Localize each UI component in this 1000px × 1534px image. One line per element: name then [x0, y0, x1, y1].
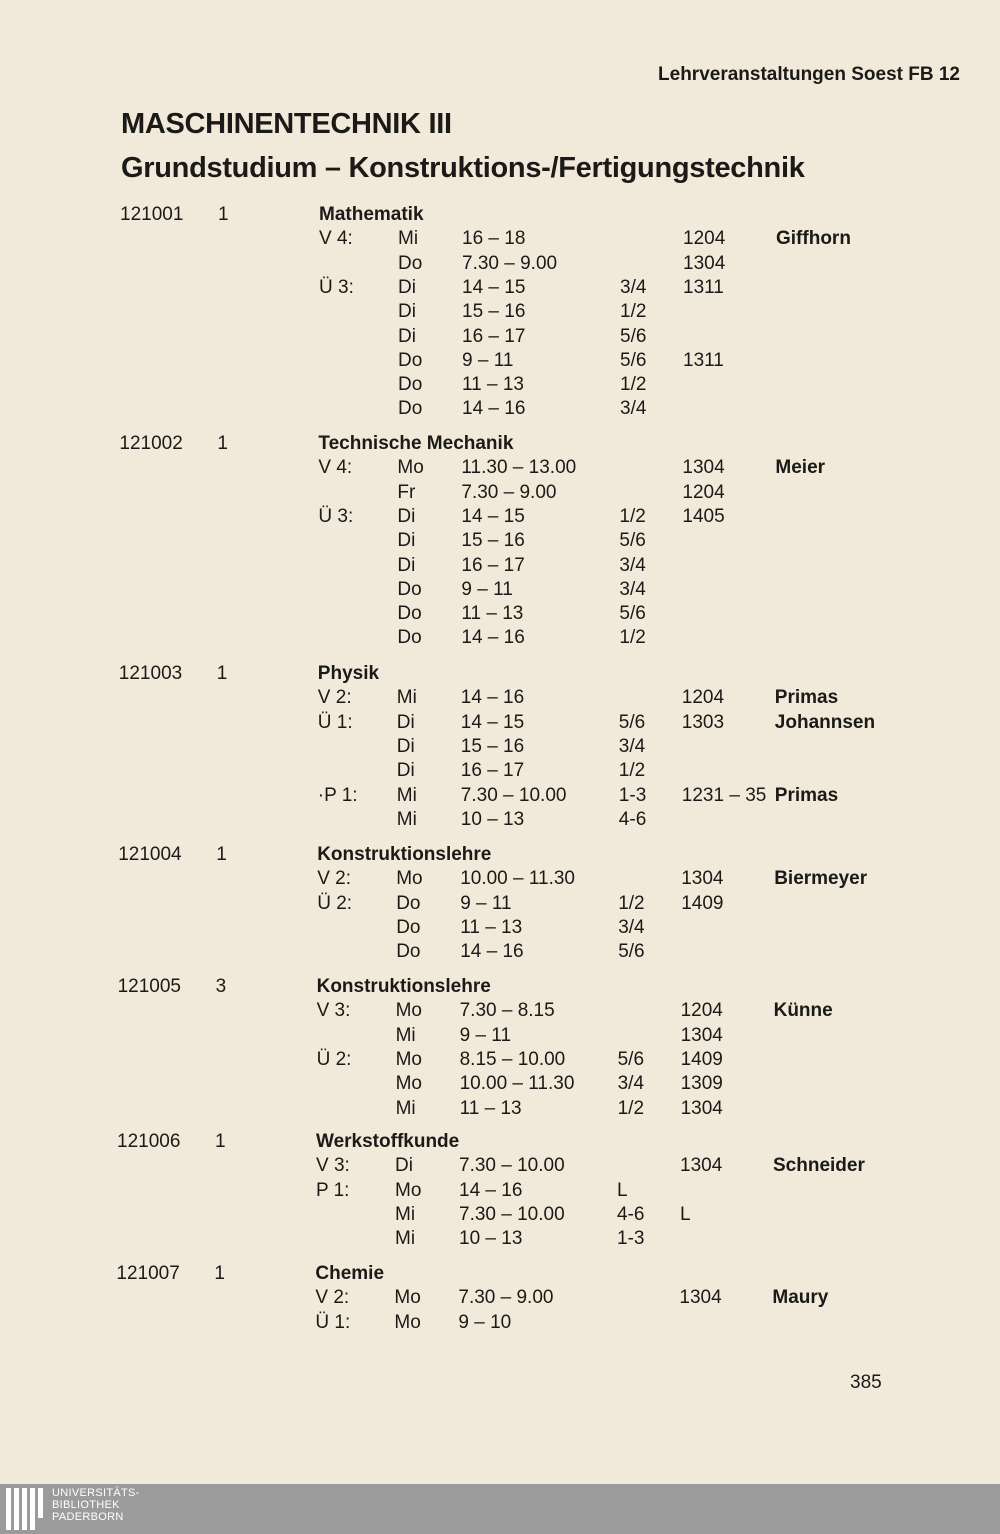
session-type: V 2: — [317, 687, 352, 708]
session-time: 14 – 15 — [461, 506, 525, 527]
session-time: 14 – 15 — [460, 712, 525, 733]
session-room: 1409 — [680, 1049, 723, 1070]
session-day: Di — [397, 555, 416, 576]
session-lecturer: Maury — [772, 1287, 829, 1308]
session-type: V 2: — [317, 868, 351, 889]
session-room: 1304 — [683, 253, 726, 274]
session-group: 4-6 — [617, 1204, 645, 1225]
session-time: 10.00 – 11.30 — [459, 1073, 575, 1094]
session-group: 5/6 — [619, 603, 646, 624]
session-day: Di — [396, 760, 415, 781]
running-head: Lehrveranstaltungen Soest FB 12 — [658, 64, 960, 85]
session-group: L — [617, 1180, 628, 1201]
session-type: Ü 3: — [319, 277, 354, 298]
course-name: Konstruktionslehre — [316, 976, 491, 997]
course-semester: 1 — [214, 1263, 225, 1284]
course-name: Technische Mechanik — [318, 433, 514, 454]
session-time: 7.30 – 9.00 — [461, 482, 557, 503]
session-lecturer: Meier — [775, 457, 826, 478]
library-logo-text — [52, 1487, 140, 1523]
session-time: 16 – 17 — [460, 760, 525, 781]
session-day: Mi — [395, 1228, 416, 1249]
session-group: 1/2 — [619, 627, 646, 648]
session-group: 3/4 — [617, 1073, 645, 1094]
course-number: 121002 — [119, 433, 183, 454]
session-day: Mo — [397, 457, 424, 478]
session-time: 10 – 13 — [460, 809, 525, 830]
course-name: Chemie — [315, 1263, 385, 1284]
session-room: 1231 – 35 — [681, 785, 767, 806]
session-room: 1309 — [680, 1073, 723, 1094]
session-day: Do — [396, 893, 421, 914]
session-group: 5/6 — [618, 941, 645, 962]
session-time: 11 – 13 — [459, 1098, 522, 1119]
session-room: 1204 — [681, 687, 725, 708]
session-type: Ü 1: — [317, 712, 353, 733]
session-day: Di — [398, 277, 416, 298]
session-room: L — [680, 1204, 691, 1225]
course-name: Mathematik — [319, 204, 424, 225]
session-group: 1/2 — [620, 301, 647, 322]
session-time: 7.30 – 10.00 — [460, 785, 567, 806]
session-time: 14 – 16 — [460, 941, 524, 962]
session-time: 11 – 13 — [460, 917, 523, 938]
session-group: 1/2 — [620, 374, 647, 395]
session-day: Mo — [395, 1073, 422, 1094]
session-time: 9 – 11 — [462, 350, 514, 371]
session-time: 7.30 – 8.15 — [459, 1000, 555, 1021]
session-group: 1/2 — [618, 760, 646, 781]
session-room: 1304 — [680, 1025, 723, 1046]
session-room: 1304 — [681, 868, 724, 889]
session-time: 14 – 16 — [461, 627, 525, 648]
session-day: Mi — [395, 1025, 416, 1046]
session-type: P 1: — [316, 1180, 350, 1201]
session-time: 9 – 11 — [461, 579, 513, 600]
session-group: 4-6 — [618, 809, 647, 830]
session-type: V 4: — [318, 457, 353, 478]
session-group: 1-3 — [617, 1228, 645, 1249]
session-room: 1304 — [679, 1287, 722, 1308]
course-number: 121004 — [118, 844, 182, 865]
session-day: Di — [397, 530, 416, 551]
session-group: 3/4 — [618, 917, 645, 938]
session-day: Do — [398, 253, 423, 274]
course-number: 121007 — [116, 1263, 180, 1284]
session-time: 14 – 16 — [462, 398, 526, 419]
session-room: 1204 — [682, 482, 725, 503]
session-day: Di — [396, 712, 415, 733]
session-time: 11.30 – 13.00 — [461, 457, 577, 478]
session-type: Ü 2: — [317, 893, 353, 914]
session-day: Mo — [395, 1180, 422, 1201]
session-type: V 3: — [316, 1155, 350, 1176]
session-time: 7.30 – 9.00 — [462, 253, 558, 274]
course-name: Konstruktionslehre — [317, 844, 492, 865]
session-day: Mo — [396, 868, 423, 889]
course-number: 121003 — [118, 663, 183, 684]
session-day: Di — [397, 506, 416, 527]
session-day: Do — [398, 398, 423, 419]
session-room: 1311 — [683, 350, 724, 371]
session-group: 5/6 — [620, 326, 647, 347]
session-room: 1311 — [683, 277, 724, 298]
course-number: 121005 — [117, 976, 181, 997]
session-time: 14 – 15 — [462, 277, 526, 298]
course-name: Physik — [317, 663, 380, 684]
session-day: Do — [397, 627, 422, 648]
logo-line: UNIVERSITÄTS- — [52, 1487, 140, 1499]
course-semester: 1 — [217, 433, 228, 454]
session-room: 1409 — [681, 893, 724, 914]
page-number: 385 — [850, 1372, 882, 1393]
session-time: 14 – 16 — [460, 687, 525, 708]
session-day: Mo — [394, 1287, 421, 1308]
session-room: 1204 — [680, 1000, 723, 1021]
session-day: Do — [396, 917, 421, 938]
session-day: Do — [397, 579, 422, 600]
course-semester: 1 — [218, 204, 229, 225]
session-time: 8.15 – 10.00 — [459, 1049, 566, 1070]
course-semester: 1 — [215, 1131, 226, 1152]
session-time: 10 – 13 — [459, 1228, 523, 1249]
session-lecturer: Primas — [774, 687, 839, 708]
session-room: 1204 — [683, 228, 726, 249]
session-time: 9 – 11 — [459, 1025, 512, 1046]
session-group: 1-3 — [618, 785, 647, 806]
session-time: 9 – 11 — [460, 893, 512, 914]
session-day: Di — [396, 736, 415, 757]
course-number: 121001 — [120, 204, 184, 225]
session-type: V 3: — [316, 1000, 351, 1021]
session-time: 11 – 13 — [462, 374, 524, 395]
session-day: Do — [398, 374, 423, 395]
session-type: ·P 1: — [317, 785, 358, 806]
session-day: Mi — [396, 785, 417, 806]
session-lecturer: Giffhorn — [776, 228, 851, 249]
session-time: 16 – 18 — [462, 228, 526, 249]
session-day: Mo — [395, 1049, 422, 1070]
session-lecturer: Johannsen — [774, 712, 876, 733]
course-semester: 1 — [216, 663, 228, 684]
session-day: Mo — [395, 1000, 422, 1021]
session-day: Mi — [395, 1204, 416, 1225]
session-group: 5/6 — [617, 1049, 645, 1070]
session-lecturer: Biermeyer — [774, 868, 868, 889]
session-group: 1/2 — [619, 506, 646, 527]
course-number: 121006 — [117, 1131, 181, 1152]
session-time: 14 – 16 — [459, 1180, 523, 1201]
session-lecturer: Künne — [773, 1000, 833, 1021]
session-day: Mo — [394, 1312, 421, 1333]
session-room: 1304 — [682, 457, 725, 478]
session-type: V 4: — [319, 228, 353, 249]
session-day: Mi — [395, 1098, 416, 1119]
session-group: 5/6 — [620, 350, 647, 371]
session-day: Di — [398, 301, 416, 322]
session-room: 1405 — [682, 506, 725, 527]
logo-line: PADERBORN — [52, 1511, 124, 1523]
session-group: 1/2 — [617, 1098, 645, 1119]
session-time: 16 – 17 — [461, 555, 525, 576]
session-time: 7.30 – 10.00 — [459, 1204, 565, 1225]
session-time: 16 – 17 — [462, 326, 526, 347]
session-type: V 2: — [315, 1287, 350, 1308]
session-type: Ü 3: — [318, 506, 354, 527]
session-group: 5/6 — [618, 712, 646, 733]
session-group: 3/4 — [620, 277, 647, 298]
session-time: 10.00 – 11.30 — [460, 868, 575, 889]
session-day: Mi — [398, 228, 419, 249]
session-group: 3/4 — [619, 555, 646, 576]
session-day: Do — [396, 941, 421, 962]
session-type: Ü 2: — [316, 1049, 352, 1070]
session-time: 7.30 – 10.00 — [459, 1155, 565, 1176]
session-lecturer: Schneider — [773, 1155, 865, 1176]
session-room: 1303 — [681, 712, 725, 733]
session-day: Do — [397, 603, 422, 624]
session-time: 15 – 16 — [461, 530, 525, 551]
session-group: 3/4 — [620, 398, 647, 419]
session-day: Mi — [396, 809, 417, 830]
session-group: 3/4 — [618, 736, 646, 757]
session-day: Do — [398, 350, 423, 371]
session-room: 1304 — [680, 1098, 723, 1119]
session-day: Di — [398, 326, 416, 347]
session-room: 1304 — [680, 1155, 723, 1176]
session-group: 1/2 — [618, 893, 645, 914]
session-time: 15 – 16 — [462, 301, 526, 322]
session-lecturer: Primas — [774, 785, 839, 806]
session-day: Di — [395, 1155, 413, 1176]
session-time: 7.30 – 9.00 — [458, 1287, 554, 1308]
session-type: Ü 1: — [315, 1312, 351, 1333]
session-day: Fr — [397, 482, 416, 503]
course-name: Werkstoffkunde — [316, 1131, 460, 1152]
session-time: 11 – 13 — [461, 603, 524, 624]
session-group: 5/6 — [619, 530, 646, 551]
page-title: MASCHINENTECHNIK III — [121, 108, 452, 140]
session-day: Mi — [396, 687, 417, 708]
session-time: 15 – 16 — [460, 736, 525, 757]
page-subtitle: Grundstudium – Konstruktions-/Fertigungstechnik — [121, 152, 805, 184]
library-footer — [0, 1484, 1000, 1534]
logo-line: BIBLIOTHEK — [52, 1499, 120, 1511]
session-group: 3/4 — [619, 579, 646, 600]
library-logo-icon — [4, 1488, 44, 1532]
session-time: 9 – 10 — [458, 1312, 512, 1333]
course-semester: 3 — [215, 976, 227, 997]
course-semester: 1 — [216, 844, 227, 865]
